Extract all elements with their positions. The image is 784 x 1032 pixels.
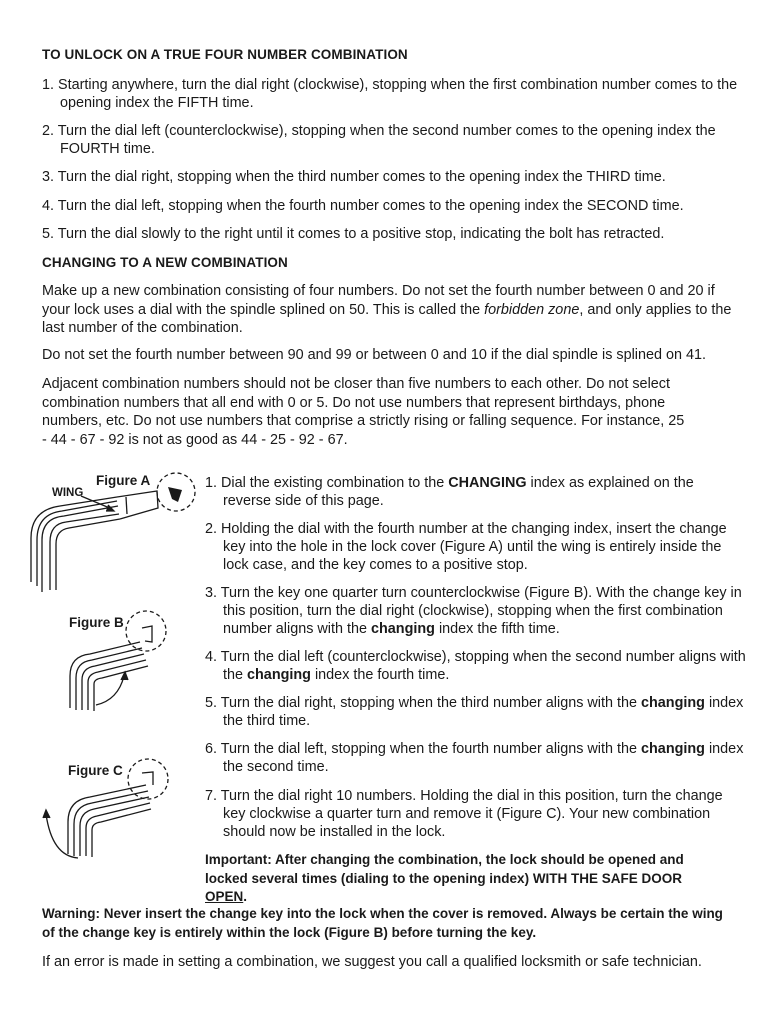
unlock-step-2: 2. Turn the dial left (counterclockwise), stopping when the second number comes to the opening index the FOURTH time.	[42, 123, 716, 157]
figure-a-label: Figure A	[96, 473, 151, 488]
change-step-2: 2. Holding the dial with the fourth number at the changing index, insert the change key into the hole in the lock cover (Figure A) until the wing is entirely inside the lock case, and the key comes to a positive stop.	[205, 521, 727, 573]
change-step-6: 6. Turn the dial left, stopping when the fourth number aligns with the changing index the second time.	[205, 741, 744, 775]
unlock-heading: TO UNLOCK ON A TRUE FOUR NUMBER COMBINATION	[42, 47, 408, 62]
change-step-4: 4. Turn the dial left (counterclockwise), stopping when the second number aligns with the changing index the fourth time.	[205, 649, 746, 683]
figure-c-label: Figure C	[68, 763, 123, 778]
change-step-5: 5. Turn the dial right, stopping when the third number aligns with the changing index the third time.	[205, 695, 744, 729]
footer-note: If an error is made in setting a combination, we suggest you call a qualified locksmith or safe technician.	[42, 954, 702, 970]
paragraph-forbidden-zone: Make up a new combination consisting of four numbers. Do not set the fourth number between 0 and 20 if your lock uses a dial with the spindle splined on 50. This is called the forbidden zone, and only applies to the last number of the combination.	[42, 283, 732, 336]
warning-note: Warning: Never insert the change key into the lock when the cover is removed. Always be certain the wing of the change key is entirely within the lock (Figure B) before turning the key.	[42, 906, 723, 940]
changing-heading: CHANGING TO A NEW COMBINATION	[42, 255, 288, 270]
important-note: Important: After changing the combination, the lock should be opened and locked several times (dialing to the opening index) WITH THE SAFE DOOR OPEN.	[205, 852, 684, 904]
unlock-step-5: 5. Turn the dial slowly to the right until it comes to a positive stop, indicating the bolt has retracted.	[42, 226, 665, 242]
unlock-step-3: 3. Turn the dial right, stopping when the third number comes to the opening index the THIRD time.	[42, 169, 666, 185]
change-step-3: 3. Turn the key one quarter turn counterclockwise (Figure B). With the change key in this position, turn the dial right (clockwise), stopping when the first combination number aligns with the changing index the fifth time.	[205, 585, 742, 637]
wing-label: WING	[52, 487, 84, 499]
unlock-step-1: 1. Starting anywhere, turn the dial right (clockwise), stopping when the first combination number comes to the opening index the FIFTH time.	[42, 77, 738, 111]
paragraph-adjacent-numbers: Adjacent combination numbers should not be closer than five numbers to each other. Do not select combination numbers that all end with 0 or 5. Do not use numbers that represent birthdays, phone numbers, etc. Do not use numbers that comprise a strictly rising or falling sequence. For instance, 25 - 44 - 67 - 92 is not as good as 44 - 25 - 92 - 67.	[42, 376, 685, 448]
unlock-step-4: 4. Turn the dial left, stopping when the fourth number comes to the opening index the SECOND time.	[42, 198, 684, 214]
change-step-1: 1. Dial the existing combination to the CHANGING index as explained on the reverse side of this page.	[205, 475, 694, 509]
paragraph-spline-41: Do not set the fourth number between 90 and 99 or between 0 and 10 if the dial spindle is splined on 41.	[42, 347, 707, 363]
change-step-7: 7. Turn the dial right 10 numbers. Holding the dial in this position, turn the change key clockwise a quarter turn and remove it (Figure C). Your new combination should now be installed in the lock.	[205, 788, 723, 840]
figure-b-label: Figure B	[69, 615, 124, 630]
